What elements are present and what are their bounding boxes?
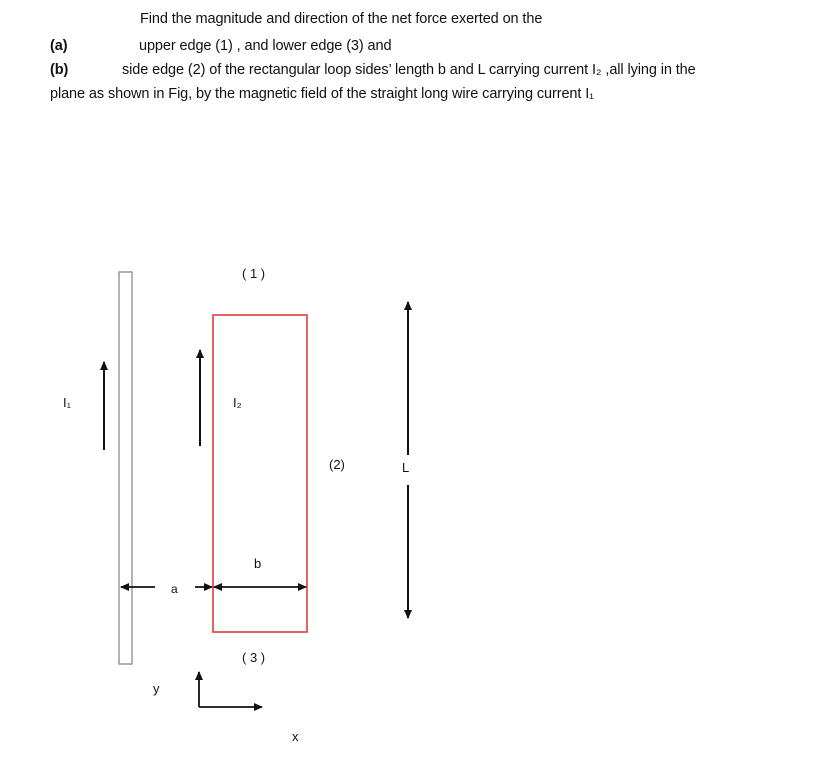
current-I1-label: I₁ xyxy=(63,395,71,410)
y-axis-label: y xyxy=(153,681,160,696)
edge-1-label: ( 1 ) xyxy=(242,266,266,281)
distance-a-label: a xyxy=(171,582,178,596)
problem-line-3: side edge (2) of the rectangular loop sides’ length b and L carrying current I₂ ,all lying in the xyxy=(122,62,696,78)
rectangular-loop xyxy=(213,315,307,632)
current-I2-label: I₂ xyxy=(233,395,242,410)
problem-line-2: upper edge (1) , and lower edge (3) and xyxy=(139,38,392,54)
x-axis-label: x xyxy=(292,729,299,744)
length-L-label: L xyxy=(402,460,410,475)
edge-3-label: ( 3 ) xyxy=(242,650,266,665)
long-wire xyxy=(119,272,132,664)
problem-line-1: Find the magnitude and direction of the net force exerted on the xyxy=(140,11,543,27)
edge-2-label: (2) xyxy=(329,457,345,472)
width-b-label: b xyxy=(254,556,262,571)
part-a-label: (a) xyxy=(50,38,68,54)
part-b-label: (b) xyxy=(50,62,69,78)
problem-line-4: plane as shown in Fig, by the magnetic field of the straight long wire carrying current I₁ xyxy=(50,86,594,102)
